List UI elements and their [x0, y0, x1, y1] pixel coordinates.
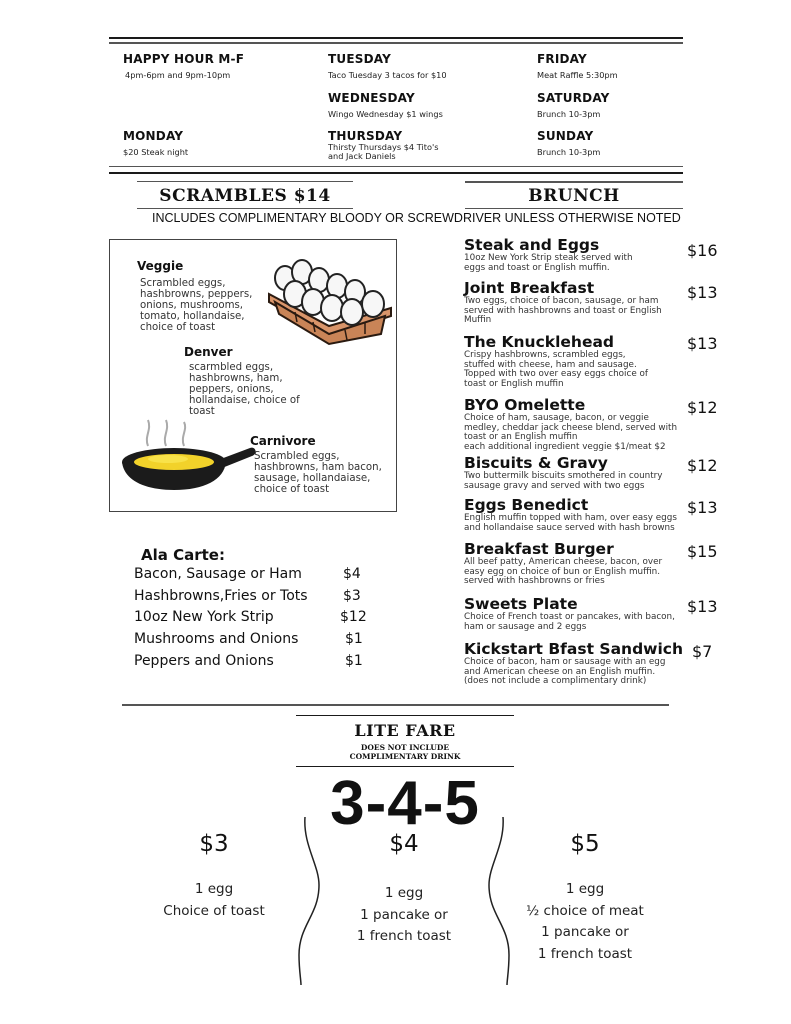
tier-desc: 1 egg 1 pancake or 1 french toast — [356, 885, 452, 944]
ala-carte-item-name: Peppers and Onions — [134, 653, 274, 669]
brunch-item — [464, 497, 714, 533]
brunch-item-desc: 10oz New York Strip steak served with eggs and toast or English muffin. — [464, 253, 633, 273]
scramble-veggie-name: Veggie — [137, 259, 184, 273]
lite-fare-title: LITE FARE — [354, 721, 456, 740]
friday-text: Meat Raffle 5:30pm — [537, 70, 618, 80]
complimentary-drink-notice: INCLUDES COMPLIMENTARY BLOODY OR SCREWDRIVER UNLESS OTHERWISE NOTED — [152, 211, 681, 225]
wednesday-title: WEDNESDAY — [328, 91, 415, 105]
brunch-item-price: $13 — [687, 498, 718, 517]
brunch-item-price: $13 — [687, 283, 718, 302]
top-rule-thick — [109, 37, 683, 39]
schedule-bottom-rule-thin — [109, 166, 683, 167]
brunch-item-price: $16 — [687, 241, 718, 260]
lite-fare-subtitle-line1: DOES NOT INCLUDE — [360, 743, 450, 752]
brunch-heading-rule-top — [465, 181, 683, 183]
brunch-item-name: Kickstart Bfast Sandwich — [464, 640, 684, 658]
lite-fare-rule-bottom — [296, 766, 514, 767]
brunch-item-desc: Crispy hashbrowns, scrambled eggs, stuffed with cheese, ham and sausage. Topped with two over easy eggs choice of toast or English muffin — [464, 350, 649, 389]
tier-price: $5 — [570, 831, 600, 857]
brunch-item-name: The Knucklehead — [464, 333, 615, 351]
scrambles-heading-rule-bottom — [137, 208, 353, 209]
happy-hour-text: 4pm-6pm and 9pm-10pm — [125, 70, 231, 80]
scramble-denver-name: Denver — [184, 345, 233, 359]
brunch-item-desc: All beef patty, American cheese, bacon, over easy egg on choice of bun or English muffin. served with hashbrowns or fries — [464, 557, 663, 587]
thursday-title: THURSDAY — [328, 129, 403, 143]
ala-carte-item-name: Hashbrowns,Fries or Tots — [134, 588, 308, 604]
ala-carte-item-price: $3 — [343, 588, 361, 604]
ala-carte-item-name: Bacon, Sausage or Ham — [134, 566, 302, 582]
scramble-denver-desc: scarmbled eggs, hashbrowns, ham, peppers, onions, hollandaise, choice of toast — [189, 362, 300, 417]
wednesday-text: Wingo Wednesday $1 wings — [328, 109, 443, 119]
wavy-divider-left — [295, 815, 325, 987]
egg-carton-icon — [265, 256, 395, 346]
tuesday-title: TUESDAY — [328, 52, 391, 66]
brunch-item — [464, 641, 714, 687]
lite-fare-divider — [122, 704, 669, 706]
scramble-carnivore-name: Carnivore — [250, 434, 316, 448]
brunch-item-price: $12 — [687, 398, 718, 417]
brunch-item — [464, 280, 714, 326]
brunch-item-desc: Choice of ham, sausage, bacon, or veggie medley, cheddar jack cheese blend, served with toast or an English muffin each additional ingredient veggie $1/meat $2 — [464, 413, 678, 452]
ala-carte-item-price: $12 — [340, 609, 367, 625]
brunch-item-desc: Choice of bacon, ham or sausage with an egg and American cheese on an English muffin. (does not include a complimentary drink) — [464, 657, 666, 687]
lite-fare-big-title: 3-4-5 — [330, 769, 480, 838]
ala-carte-item-price: $1 — [345, 653, 363, 669]
brunch-item-desc: Two buttermilk biscuits smothered in country sausage gravy and served with two eggs — [464, 471, 663, 491]
brunch-item — [464, 334, 714, 389]
happy-hour-title: HAPPY HOUR M-F — [123, 52, 245, 66]
scramble-veggie-desc: Scrambled eggs, hashbrowns, peppers, onions, mushrooms, tomato, hollandaise, choice of toast — [140, 278, 253, 333]
ala-carte-item-name: Mushrooms and Onions — [134, 631, 299, 647]
brunch-item — [464, 237, 714, 273]
brunch-item-desc: Two eggs, choice of bacon, sausage, or ham served with hashbrowns and toast or English Muffin — [464, 296, 662, 326]
brunch-heading-rule-bottom — [465, 208, 683, 209]
sunday-text: Brunch 10-3pm — [537, 147, 601, 157]
ala-carte-item-name: 10oz New York Strip — [134, 609, 274, 625]
monday-text: $20 Steak night — [123, 147, 189, 157]
lite-fare-subtitle-line2: COMPLIMENTARY DRINK — [349, 752, 461, 761]
brunch-item-name: Steak and Eggs — [464, 236, 600, 254]
brunch-item-name: Eggs Benedict — [464, 496, 589, 514]
scrambles-heading: SCRAMBLES $14 — [159, 186, 331, 206]
friday-title: FRIDAY — [537, 52, 587, 66]
tier-price: $3 — [199, 831, 229, 857]
tier-desc: 1 egg ½ choice of meat 1 pancake or 1 french toast — [526, 881, 644, 962]
thursday-text-line1: Thirsty Thursdays $4 Tito's — [328, 142, 439, 152]
brunch-item-name: Joint Breakfast — [464, 279, 595, 297]
brunch-item-name: Biscuits & Gravy — [464, 454, 608, 472]
brunch-item-price: $13 — [687, 597, 718, 616]
brunch-item-price: $12 — [687, 456, 718, 475]
brunch-item — [464, 455, 714, 491]
skillet-icon — [118, 416, 258, 496]
lite-fare-rule-top — [296, 715, 514, 716]
brunch-item-price: $15 — [687, 542, 718, 561]
sunday-title: SUNDAY — [537, 129, 594, 143]
brunch-item-price: $13 — [687, 334, 718, 353]
brunch-item-desc: Choice of French toast or pancakes, with bacon, ham or sausage and 2 eggs — [464, 612, 675, 632]
brunch-item — [464, 397, 714, 452]
brunch-item — [464, 541, 714, 587]
ala-carte-item-price: $4 — [343, 566, 361, 582]
top-rule-thin — [109, 42, 683, 44]
schedule-bottom-rule-thick — [109, 172, 683, 174]
saturday-text: Brunch 10-3pm — [537, 109, 601, 119]
scramble-carnivore-desc: Scrambled eggs, hashbrowns, ham bacon, sausage, hollandaiase, choice of toast — [254, 451, 382, 495]
scrambles-box — [109, 239, 397, 512]
tuesday-text: Taco Tuesday 3 tacos for $10 — [328, 70, 447, 80]
brunch-item-price: $7 — [692, 642, 713, 661]
ala-carte-item-price: $1 — [345, 631, 363, 647]
tier-desc: 1 egg Choice of toast — [163, 881, 265, 919]
tier-price: $4 — [389, 831, 419, 857]
scrambles-heading-rule-top — [137, 181, 353, 182]
brunch-item — [464, 596, 714, 632]
brunch-item-desc: English muffin topped with ham, over easy eggs and hollandaise sauce served with hash browns — [464, 513, 677, 533]
brunch-item-name: BYO Omelette — [464, 396, 586, 414]
monday-title: MONDAY — [123, 129, 184, 143]
brunch-heading: BRUNCH — [528, 186, 620, 206]
thursday-text-line2: and Jack Daniels — [328, 151, 396, 161]
brunch-item-name: Sweets Plate — [464, 595, 578, 613]
saturday-title: SATURDAY — [537, 91, 610, 105]
brunch-item-name: Breakfast Burger — [464, 540, 614, 558]
ala-carte-title: Ala Carte: — [141, 546, 225, 564]
